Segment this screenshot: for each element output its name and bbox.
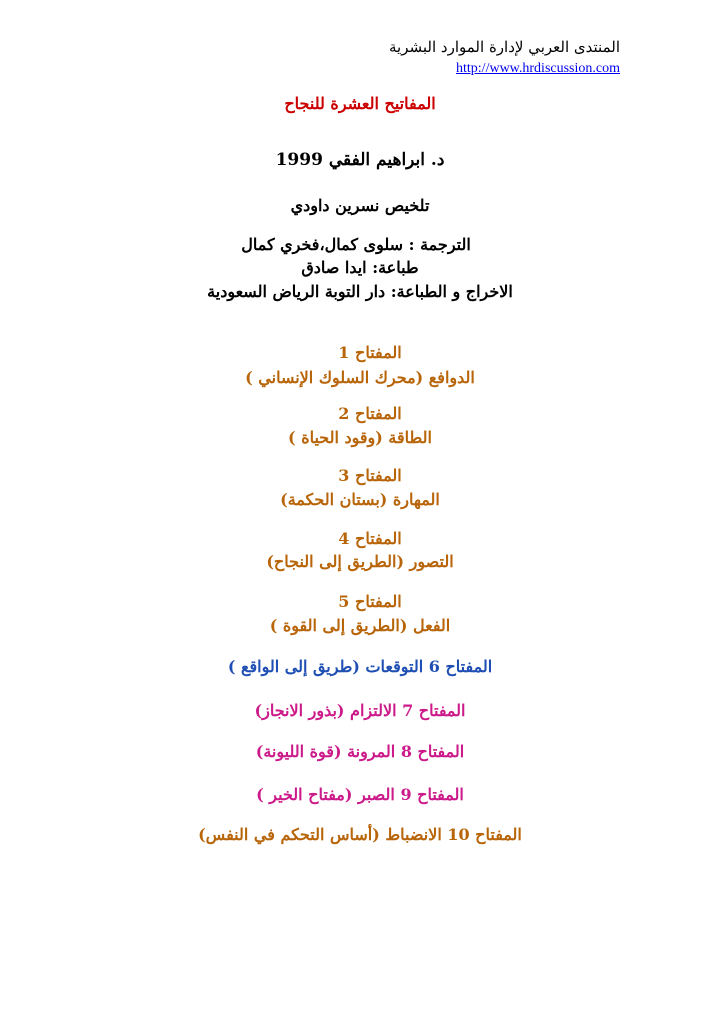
printing-line: طباعة: ايدا صادق bbox=[301, 258, 419, 277]
key-8-line: المفتاح 8 المرونة (قوة الليونة) bbox=[255, 742, 465, 761]
publishing-line: الاخراج و الطباعة: دار التوبة الرياض السعودية bbox=[207, 282, 513, 301]
document-title: المفاتيح العشرة للنجاح bbox=[284, 94, 436, 113]
key-9-line: المفتاح 9 الصبر (مفتاح الخير ) bbox=[256, 785, 464, 804]
key-5-heading: المفتاح 5 bbox=[338, 592, 402, 611]
key-6-line: المفتاح 6 التوقعات (طريق إلى الواقع ) bbox=[227, 657, 493, 676]
key-2-heading: المفتاح 2 bbox=[338, 404, 402, 423]
key-1-name: الدوافع (محرك السلوك الإنساني ) bbox=[245, 368, 475, 387]
site-name: المنتدى العربي لإدارة الموارد البشرية bbox=[389, 38, 620, 56]
key-10-line: المفتاح 10 الانضباط (أساس التحكم في النفس) bbox=[198, 825, 522, 844]
key-4-heading: المفتاح 4 bbox=[338, 529, 402, 548]
author-line: د. ابراهيم الفقي 1999 bbox=[275, 150, 445, 170]
key-5-name: الفعل (الطريق إلى القوة ) bbox=[269, 616, 451, 635]
key-3-name: المهارة (بستان الحكمة) bbox=[280, 490, 440, 509]
summary-line: تلخيص نسرين داودي bbox=[290, 196, 430, 215]
key-7-line: المفتاح 7 الالتزام (بذور الانجاز) bbox=[254, 701, 466, 720]
key-2-name: الطاقة (وقود الحياة ) bbox=[288, 428, 432, 447]
key-3-heading: المفتاح 3 bbox=[338, 466, 402, 485]
key-1-heading: المفتاح 1 bbox=[338, 343, 402, 362]
site-url-link[interactable]: http://www.hrdiscussion.com bbox=[456, 61, 620, 76]
key-4-name: التصور (الطريق إلى النجاح) bbox=[266, 552, 454, 571]
translation-line: الترجمة : سلوى كمال،فخري كمال bbox=[241, 235, 471, 254]
